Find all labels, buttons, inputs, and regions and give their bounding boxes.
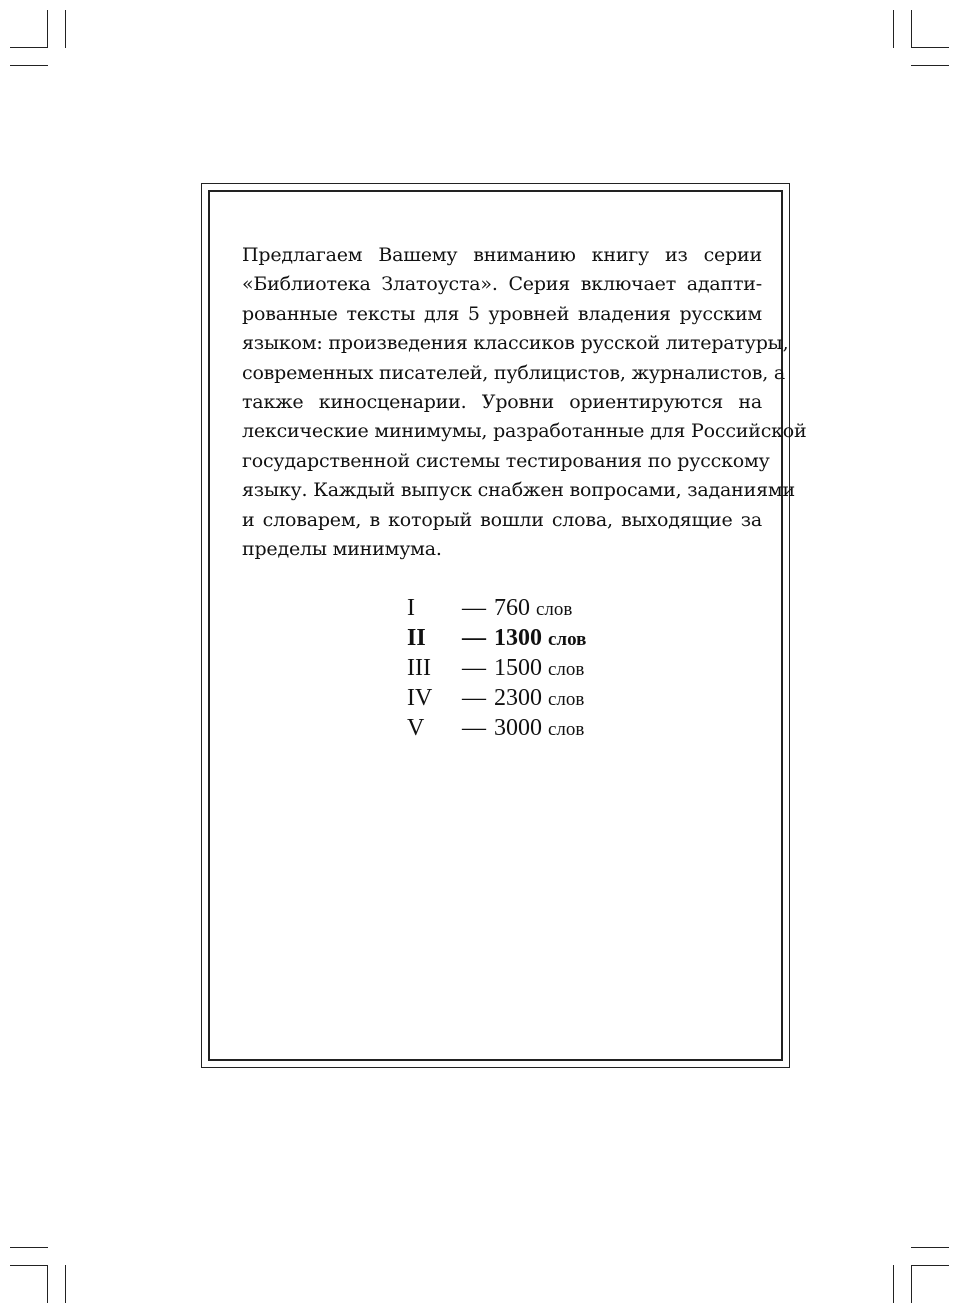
description-line: и словарем, в который вошли слова, выходящие за (242, 508, 762, 531)
description-line: лексические минимумы, разработанные для Российской (242, 420, 807, 443)
crop-mark-top-right-vertical-outer (911, 10, 912, 48)
level-count-value: 1300 (494, 625, 542, 651)
level-row-1 (407, 593, 627, 623)
level-count-unit: слов (536, 599, 573, 620)
level-list (407, 593, 627, 743)
crop-mark-top-left-vertical-inner (65, 10, 66, 48)
crop-mark-bottom-left-horizontal-outer (10, 1265, 48, 1266)
level-word-count (494, 683, 584, 715)
level-number: III (407, 655, 431, 681)
description-line: языку. Каждый выпуск снабжен вопросами, заданиями (242, 479, 795, 502)
crop-mark-bottom-right-horizontal-inner (911, 1247, 949, 1248)
crop-mark-top-right-horizontal-inner (911, 65, 949, 66)
crop-mark-top-left-vertical-outer (47, 10, 48, 48)
description-line: государственной системы тестирования по русскому (242, 449, 770, 472)
level-dash: — (462, 625, 486, 651)
level-count-unit: слов (548, 629, 587, 650)
description-line: «Библиотека Златоуста». Серия включает адапти- (242, 273, 762, 296)
level-count-value: 2300 (494, 685, 542, 711)
level-word-count (494, 713, 584, 745)
description-line: также киносценарии. Уровни ориентируются на (242, 391, 762, 414)
level-dash: — (462, 595, 486, 621)
level-number: I (407, 595, 415, 621)
crop-mark-bottom-right-vertical-outer (911, 1265, 912, 1303)
crop-mark-top-right-horizontal-outer (911, 47, 949, 48)
crop-mark-top-left-horizontal-inner (10, 65, 48, 66)
level-word-count (494, 623, 586, 655)
crop-mark-bottom-left-horizontal-inner (10, 1247, 48, 1248)
level-row-5 (407, 713, 627, 743)
description-line: современных писателей, публицистов, журналистов, а (242, 361, 786, 384)
level-count-value: 1500 (494, 655, 542, 681)
level-count-unit: слов (548, 689, 585, 710)
crop-mark-bottom-right-vertical-inner (893, 1265, 894, 1303)
description-line: пределы минимума. (242, 538, 442, 561)
level-number: II (407, 625, 426, 651)
series-description (242, 241, 807, 564)
level-word-count (494, 653, 584, 685)
level-dash: — (462, 655, 486, 681)
level-count-value: 3000 (494, 715, 542, 741)
level-number: V (407, 715, 425, 741)
level-count-value: 760 (494, 595, 530, 621)
crop-mark-top-right-vertical-inner (893, 10, 894, 48)
level-count-unit: слов (548, 659, 585, 680)
level-dash: — (462, 685, 486, 711)
level-dash: — (462, 715, 486, 741)
description-line: языком: произведения классиков русской литературы, (242, 332, 789, 355)
crop-mark-bottom-right-horizontal-outer (911, 1265, 949, 1266)
level-row-3 (407, 653, 627, 683)
crop-mark-bottom-left-vertical-inner (65, 1265, 66, 1303)
level-word-count (494, 593, 572, 625)
level-count-unit: слов (548, 719, 585, 740)
description-line: рованные тексты для 5 уровней владения русским (242, 302, 762, 325)
level-number: IV (407, 685, 433, 711)
description-line: Предлагаем Вашему вниманию книгу из серии (242, 244, 762, 266)
level-row-4 (407, 683, 627, 713)
crop-mark-bottom-left-vertical-outer (47, 1265, 48, 1303)
crop-mark-top-left-horizontal-outer (10, 47, 48, 48)
level-row-2-current (407, 623, 627, 653)
